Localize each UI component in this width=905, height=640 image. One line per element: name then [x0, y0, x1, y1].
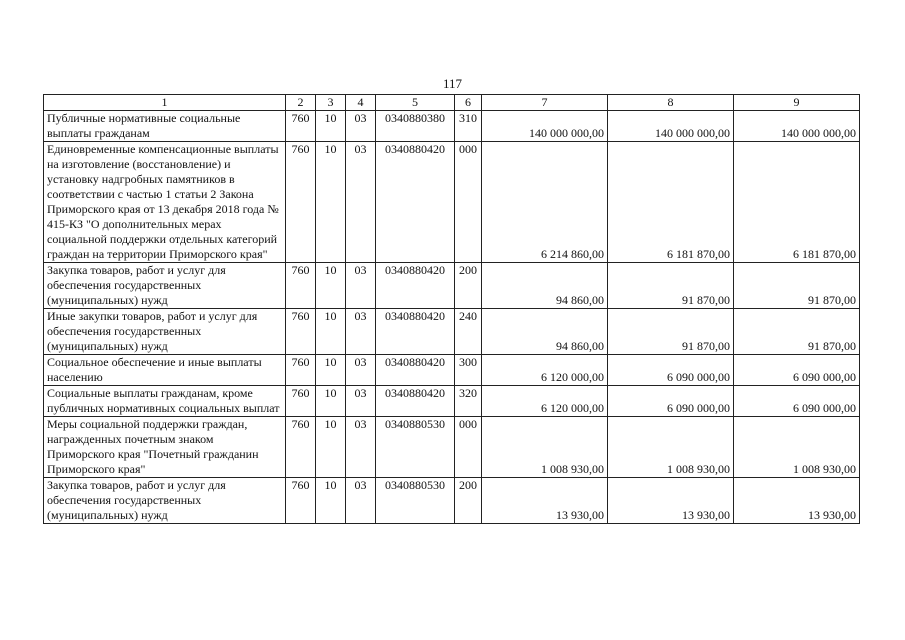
- expense-type-code: 300: [455, 355, 482, 386]
- amount-col-9: 91 870,00: [734, 309, 860, 355]
- table-row: [44, 478, 860, 524]
- amount-col-8: 140 000 000,00: [608, 111, 734, 142]
- ministry-code: 760: [286, 417, 316, 478]
- amount-col-8: 6 090 000,00: [608, 386, 734, 417]
- budget-table: [43, 94, 860, 524]
- row-name: Закупка товаров, работ и услуг для обеспечения государственных (муниципальных) нужд: [44, 263, 286, 309]
- amount-col-8: 6 181 870,00: [608, 142, 734, 263]
- amount-col-7: 6 120 000,00: [482, 355, 608, 386]
- ministry-code: 760: [286, 478, 316, 524]
- section-code: 10: [316, 478, 346, 524]
- table-row: [44, 386, 860, 417]
- amount-col-8: 13 930,00: [608, 478, 734, 524]
- column-header: 8: [608, 95, 734, 111]
- target-code: 0340880380: [376, 111, 455, 142]
- target-code: 0340880420: [376, 386, 455, 417]
- column-header: 7: [482, 95, 608, 111]
- row-name: Закупка товаров, работ и услуг для обеспечения государственных (муниципальных) нужд: [44, 478, 286, 524]
- amount-col-8: 1 008 930,00: [608, 417, 734, 478]
- column-header: 4: [346, 95, 376, 111]
- subsection-code: 03: [346, 142, 376, 263]
- expense-type-code: 200: [455, 478, 482, 524]
- table-row: [44, 417, 860, 478]
- ministry-code: 760: [286, 309, 316, 355]
- amount-col-7: 6 120 000,00: [482, 386, 608, 417]
- column-header: 5: [376, 95, 455, 111]
- expense-type-code: 310: [455, 111, 482, 142]
- amount-col-9: 6 181 870,00: [734, 142, 860, 263]
- amount-col-9: 6 090 000,00: [734, 355, 860, 386]
- column-header: 1: [44, 95, 286, 111]
- amount-col-7: 6 214 860,00: [482, 142, 608, 263]
- amount-col-7: 140 000 000,00: [482, 111, 608, 142]
- column-header: 2: [286, 95, 316, 111]
- amount-col-8: 91 870,00: [608, 309, 734, 355]
- target-code: 0340880420: [376, 263, 455, 309]
- expense-type-code: 000: [455, 142, 482, 263]
- amount-col-9: 1 008 930,00: [734, 417, 860, 478]
- section-code: 10: [316, 355, 346, 386]
- table-row: [44, 142, 860, 263]
- target-code: 0340880530: [376, 478, 455, 524]
- row-name: Публичные нормативные социальные выплаты гражданам: [44, 111, 286, 142]
- subsection-code: 03: [346, 417, 376, 478]
- section-code: 10: [316, 386, 346, 417]
- table-row: [44, 309, 860, 355]
- ministry-code: 760: [286, 142, 316, 263]
- row-name: Иные закупки товаров, работ и услуг для обеспечения государственных (муниципальных) нужд: [44, 309, 286, 355]
- section-code: 10: [316, 111, 346, 142]
- row-name: Социальные выплаты гражданам, кроме публичных нормативных социальных выплат: [44, 386, 286, 417]
- section-code: 10: [316, 142, 346, 263]
- ministry-code: 760: [286, 386, 316, 417]
- section-code: 10: [316, 309, 346, 355]
- amount-col-9: 6 090 000,00: [734, 386, 860, 417]
- ministry-code: 760: [286, 263, 316, 309]
- target-code: 0340880530: [376, 417, 455, 478]
- amount-col-9: 13 930,00: [734, 478, 860, 524]
- expense-type-code: 240: [455, 309, 482, 355]
- expense-type-code: 320: [455, 386, 482, 417]
- column-header: 6: [455, 95, 482, 111]
- amount-col-7: 94 860,00: [482, 309, 608, 355]
- amount-col-7: 94 860,00: [482, 263, 608, 309]
- table-row: [44, 263, 860, 309]
- column-header: 9: [734, 95, 860, 111]
- subsection-code: 03: [346, 263, 376, 309]
- row-name: Меры социальной поддержки граждан, награжденных почетным знаком Приморского края "Почетный гражданин Приморского края": [44, 417, 286, 478]
- amount-col-9: 140 000 000,00: [734, 111, 860, 142]
- row-name: Единовременные компенсационные выплаты на изготовление (восстановление) и установку надгробных памятников в соответствии с частью 1 статьи 2 Закона Приморского края от 13 декабря 2018 года № 415-КЗ "О дополнительных мерах социальной поддержки отдельных категорий граждан на территории Приморского края": [44, 142, 286, 263]
- page-number: 117: [442, 76, 463, 91]
- target-code: 0340880420: [376, 355, 455, 386]
- section-code: 10: [316, 417, 346, 478]
- amount-col-9: 91 870,00: [734, 263, 860, 309]
- subsection-code: 03: [346, 309, 376, 355]
- expense-type-code: 200: [455, 263, 482, 309]
- section-code: 10: [316, 263, 346, 309]
- target-code: 0340880420: [376, 309, 455, 355]
- target-code: 0340880420: [376, 142, 455, 263]
- table-row: [44, 355, 860, 386]
- subsection-code: 03: [346, 478, 376, 524]
- subsection-code: 03: [346, 386, 376, 417]
- amount-col-7: 13 930,00: [482, 478, 608, 524]
- subsection-code: 03: [346, 355, 376, 386]
- ministry-code: 760: [286, 111, 316, 142]
- subsection-code: 03: [346, 111, 376, 142]
- row-name: Социальное обеспечение и иные выплаты населению: [44, 355, 286, 386]
- expense-type-code: 000: [455, 417, 482, 478]
- column-header: 3: [316, 95, 346, 111]
- amount-col-8: 91 870,00: [608, 263, 734, 309]
- amount-col-7: 1 008 930,00: [482, 417, 608, 478]
- header-row: [44, 95, 860, 111]
- amount-col-8: 6 090 000,00: [608, 355, 734, 386]
- ministry-code: 760: [286, 355, 316, 386]
- table-row: [44, 111, 860, 142]
